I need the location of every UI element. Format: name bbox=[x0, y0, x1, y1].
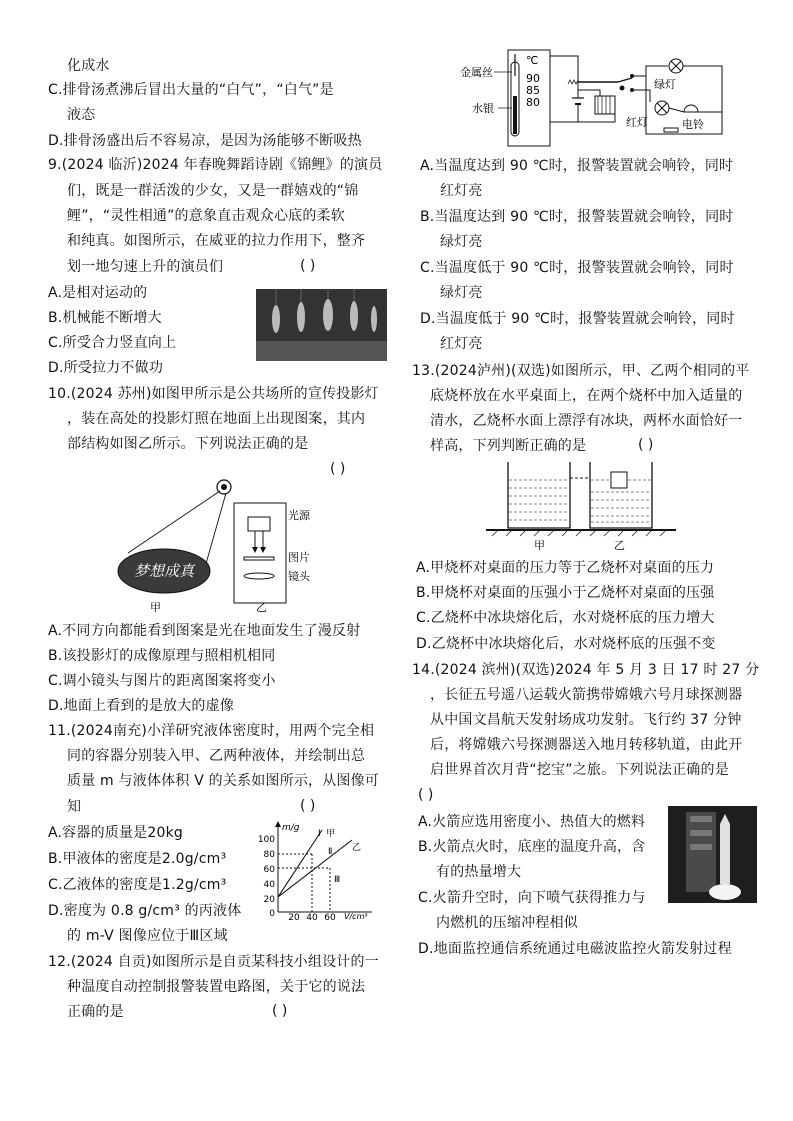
q9-stem-line2: 们，既是一群活泼的少女，又是一群嬉戏的“锦 bbox=[67, 183, 359, 199]
q13-stem-line4: 样高，下列判断正确的是 bbox=[430, 438, 587, 454]
series-jia-label: 甲 bbox=[326, 829, 336, 839]
q9-stem-line3: 鲤”，“灵性相通”的意象直击观众心底的柔软 bbox=[67, 208, 345, 224]
label-light-source: 光源 bbox=[288, 509, 310, 522]
series-yi-line bbox=[278, 840, 352, 897]
label-red-lamp: 红灯 bbox=[626, 116, 648, 129]
tick-85: 85 bbox=[526, 84, 540, 97]
q12-option-d-cont: 红灯亮 bbox=[440, 336, 483, 352]
q8-option-d: D.排骨汤盛出后不容易凉，是因为汤能够不断吸热 bbox=[48, 133, 362, 149]
region-label: Ⅱ bbox=[328, 847, 333, 857]
alarm-circuit-figure bbox=[450, 46, 746, 154]
q8-option-c-cont: 液态 bbox=[67, 107, 96, 123]
dance-photo bbox=[256, 289, 387, 361]
q12-option-c: C.当温度低于 90 ℃时，报警装置就会响铃，同时 bbox=[420, 260, 734, 276]
mass-volume-graph bbox=[252, 820, 382, 920]
q10-stem-line1: 10.(2024 苏州)如图甲所示是公共场所的宣传投影灯 bbox=[48, 386, 379, 402]
tick-90: 90 bbox=[526, 72, 540, 85]
q12-stem-line2: 种温度自动控制报警装置电路图，关于它的说法 bbox=[67, 979, 366, 995]
q14-option-d: D.地面监控通信系统通过电磁波监控火箭发射过程 bbox=[418, 941, 732, 957]
ice-block bbox=[611, 472, 627, 488]
label-picture: 图片 bbox=[288, 551, 310, 564]
label-celsius: ℃ bbox=[526, 54, 539, 67]
q14-stem-line4: 后，将嫦娥六号探测器送入地月转移轨道，由此开 bbox=[430, 737, 743, 753]
x-tick: 20 bbox=[288, 913, 300, 920]
q11-stem-line2: 同的容器分别装入甲、乙两种液体，并绘制出总 bbox=[67, 748, 366, 764]
q14-option-b-cont: 有的热量增大 bbox=[436, 864, 522, 880]
q13-stem-line2: 底烧杯放在水平桌面上，在两个烧杯中加入适量的 bbox=[430, 388, 743, 404]
power-source bbox=[664, 128, 678, 132]
q12-option-a-cont: 红灯亮 bbox=[440, 183, 483, 199]
q12-option-b-cont: 绿灯亮 bbox=[440, 234, 483, 250]
q9-option-d: D.所受拉力不做功 bbox=[48, 360, 164, 376]
q9-answer-paren: ( ) bbox=[300, 258, 316, 274]
lens bbox=[244, 573, 274, 579]
q8-tail: 化成水 bbox=[67, 58, 110, 74]
contact-lower bbox=[630, 88, 634, 92]
q14-answer-paren: ( ) bbox=[418, 787, 434, 803]
q9-option-a: A.是相对运动的 bbox=[48, 285, 148, 301]
projector-internal-box bbox=[234, 503, 286, 603]
q9-stem-line4: 和纯真。如图所示，在威亚的拉力作用下，整齐 bbox=[67, 233, 366, 249]
q11-option-d-cont: 的 m-V 图像应位于Ⅲ区域 bbox=[67, 928, 228, 944]
q11-stem-line1: 11.(2024南充)小洋研究液体密度时，用两个完全相 bbox=[48, 723, 375, 739]
y-axis-label: m/g bbox=[282, 823, 300, 833]
pattern-text: 梦想成真 bbox=[133, 562, 195, 580]
q9-option-c: C.所受合力竖直向上 bbox=[48, 335, 177, 351]
label-yi: 乙 bbox=[614, 539, 625, 552]
pivot bbox=[620, 86, 625, 91]
q10-stem-line3: 部结构如图乙所示。下列说法正确的是 bbox=[67, 436, 309, 452]
q12-answer-paren: ( ) bbox=[272, 1003, 288, 1019]
rocket-launch-photo bbox=[668, 806, 757, 903]
label-jia: 甲 bbox=[150, 601, 161, 614]
q11-option-b: B.甲液体的密度是2.0g/cm³ bbox=[48, 851, 227, 867]
tick-80: 80 bbox=[526, 96, 540, 109]
q10-option-a: A.不同方向都能看到图案是光在地面发生了漫反射 bbox=[48, 623, 361, 639]
projector-figure bbox=[110, 477, 330, 614]
q12-stem-line3: 正确的是 bbox=[67, 1004, 124, 1020]
q14-stem-line2: ，长征五号遥八运载火箭携带嫦娥六号月球探测器 bbox=[430, 687, 743, 703]
q12-option-b: B.当温度达到 90 ℃时，报警装置就会响铃，同时 bbox=[420, 209, 734, 225]
x-tick: 40 bbox=[306, 913, 318, 920]
q13-option-c: C.乙烧杯中冰块熔化后，水对烧杯底的压力增大 bbox=[416, 610, 715, 626]
q14-stem-line3: 从中国文昌航天发射场成功发射。飞行约 37 分钟 bbox=[430, 712, 742, 728]
label-lens: 镜头 bbox=[288, 570, 310, 583]
electric-bell bbox=[684, 105, 698, 112]
q14-stem-line1: 14.(2024 滨州)(双选)2024 年 5 月 3 日 17 时 27 分 bbox=[412, 662, 760, 678]
y-tick: 20 bbox=[263, 895, 275, 905]
beakers-figure bbox=[486, 456, 676, 552]
q13-stem-line3: 清水，乙烧杯水面上漂浮有冰块，两杯水面恰好一 bbox=[430, 413, 743, 429]
picture-slide bbox=[244, 557, 274, 560]
q11-stem-line4: 知 bbox=[67, 799, 82, 815]
q12-option-d: D.当温度低于 90 ℃时，报警装置就会响铃，同时 bbox=[420, 311, 735, 327]
q12-stem-line1: 12.(2024 自贡)如图所示是自贡某科技小组设计的一 bbox=[48, 954, 379, 970]
series-jia-line bbox=[278, 830, 322, 897]
light-cone-edge bbox=[128, 491, 220, 553]
q13-option-a: A.甲烧杯对桌面的压力等于乙烧杯对桌面的压力 bbox=[416, 560, 715, 576]
label-metal-wire: 金属丝 bbox=[460, 66, 493, 79]
q11-option-c: C.乙液体的密度是1.2g/cm³ bbox=[48, 877, 227, 893]
series-yi-label: 乙 bbox=[352, 843, 362, 853]
y-tick: 60 bbox=[263, 865, 275, 875]
q10-answer-paren: ( ) bbox=[330, 461, 346, 477]
region-label: Ⅰ bbox=[318, 829, 321, 839]
y-tick: 100 bbox=[257, 835, 275, 845]
y-tick: 0 bbox=[269, 909, 275, 919]
q14-option-c: C.火箭升空时，向下喷气获得推力与 bbox=[418, 890, 646, 906]
q8-option-c: C.排骨汤煮沸后冒出大量的“白气”，“白气”是 bbox=[48, 82, 334, 98]
q14-option-b: B.火箭点火时，底座的温度升高，含 bbox=[418, 839, 646, 855]
q9-stem-line1: 9.(2024 临沂)2024 年春晚舞蹈诗剧《锦鲤》的演员 bbox=[48, 157, 383, 173]
beaker-jia bbox=[508, 462, 570, 528]
contact-upper bbox=[630, 74, 634, 78]
q13-option-b: B.甲烧杯对桌面的压强小于乙烧杯对桌面的压强 bbox=[416, 585, 715, 601]
q13-answer-paren: ( ) bbox=[638, 437, 654, 453]
beaker-yi bbox=[590, 462, 652, 528]
mercury-column bbox=[513, 96, 517, 134]
q11-option-d: D.密度为 0.8 g/cm³ 的丙液体 bbox=[48, 903, 242, 919]
q14-option-a: A.火箭应选用密度小、热值大的燃料 bbox=[418, 814, 646, 830]
x-axis-label: V/cm³ bbox=[344, 912, 368, 920]
q12-option-a: A.当温度达到 90 ℃时，报警装置就会响铃，同时 bbox=[420, 158, 734, 174]
q10-option-b: B.该投影灯的成像原理与照相机相同 bbox=[48, 648, 276, 664]
q11-stem-line3: 质量 m 与液体体积 V 的关系如图所示，从图像可 bbox=[67, 773, 380, 789]
q9-option-b: B.机械能不断增大 bbox=[48, 310, 162, 326]
label-mercury: 水银 bbox=[472, 102, 494, 115]
q11-answer-paren: ( ) bbox=[300, 798, 316, 814]
label-bell: 电铃 bbox=[682, 118, 704, 131]
q13-stem-line1: 13.(2024泸州)(双选)如图所示，甲、乙两个相同的平 bbox=[412, 363, 750, 379]
q14-stem-line5: 启世界首次月背“挖宝”之旅。下列说法正确的是 bbox=[430, 762, 729, 778]
q10-stem-line2: ，装在高处的投影灯照在地面上出现图案，其内 bbox=[67, 411, 366, 427]
q9-stem-line5: 划一地匀速上升的演员们 bbox=[67, 259, 224, 275]
label-green-lamp: 绿灯 bbox=[654, 78, 676, 91]
q10-option-c: C.调小镜头与图片的距离图案将变小 bbox=[48, 673, 276, 689]
q11-option-a: A.容器的质量是20kg bbox=[48, 825, 183, 841]
region-label: Ⅲ bbox=[334, 875, 341, 885]
light-source bbox=[248, 517, 270, 531]
x-tick: 60 bbox=[324, 913, 336, 920]
q14-option-c-cont: 内燃机的压缩冲程相似 bbox=[436, 915, 578, 931]
q12-option-c-cont: 绿灯亮 bbox=[440, 285, 483, 301]
label-yi: 乙 bbox=[256, 601, 267, 614]
y-tick: 80 bbox=[263, 850, 275, 860]
q10-option-d: D.地面上看到的是放大的虚像 bbox=[48, 698, 235, 714]
label-jia: 甲 bbox=[534, 539, 545, 552]
y-tick: 40 bbox=[263, 880, 275, 890]
q13-option-d: D.乙烧杯中冰块熔化后，水对烧杯底的压强不变 bbox=[416, 636, 716, 652]
